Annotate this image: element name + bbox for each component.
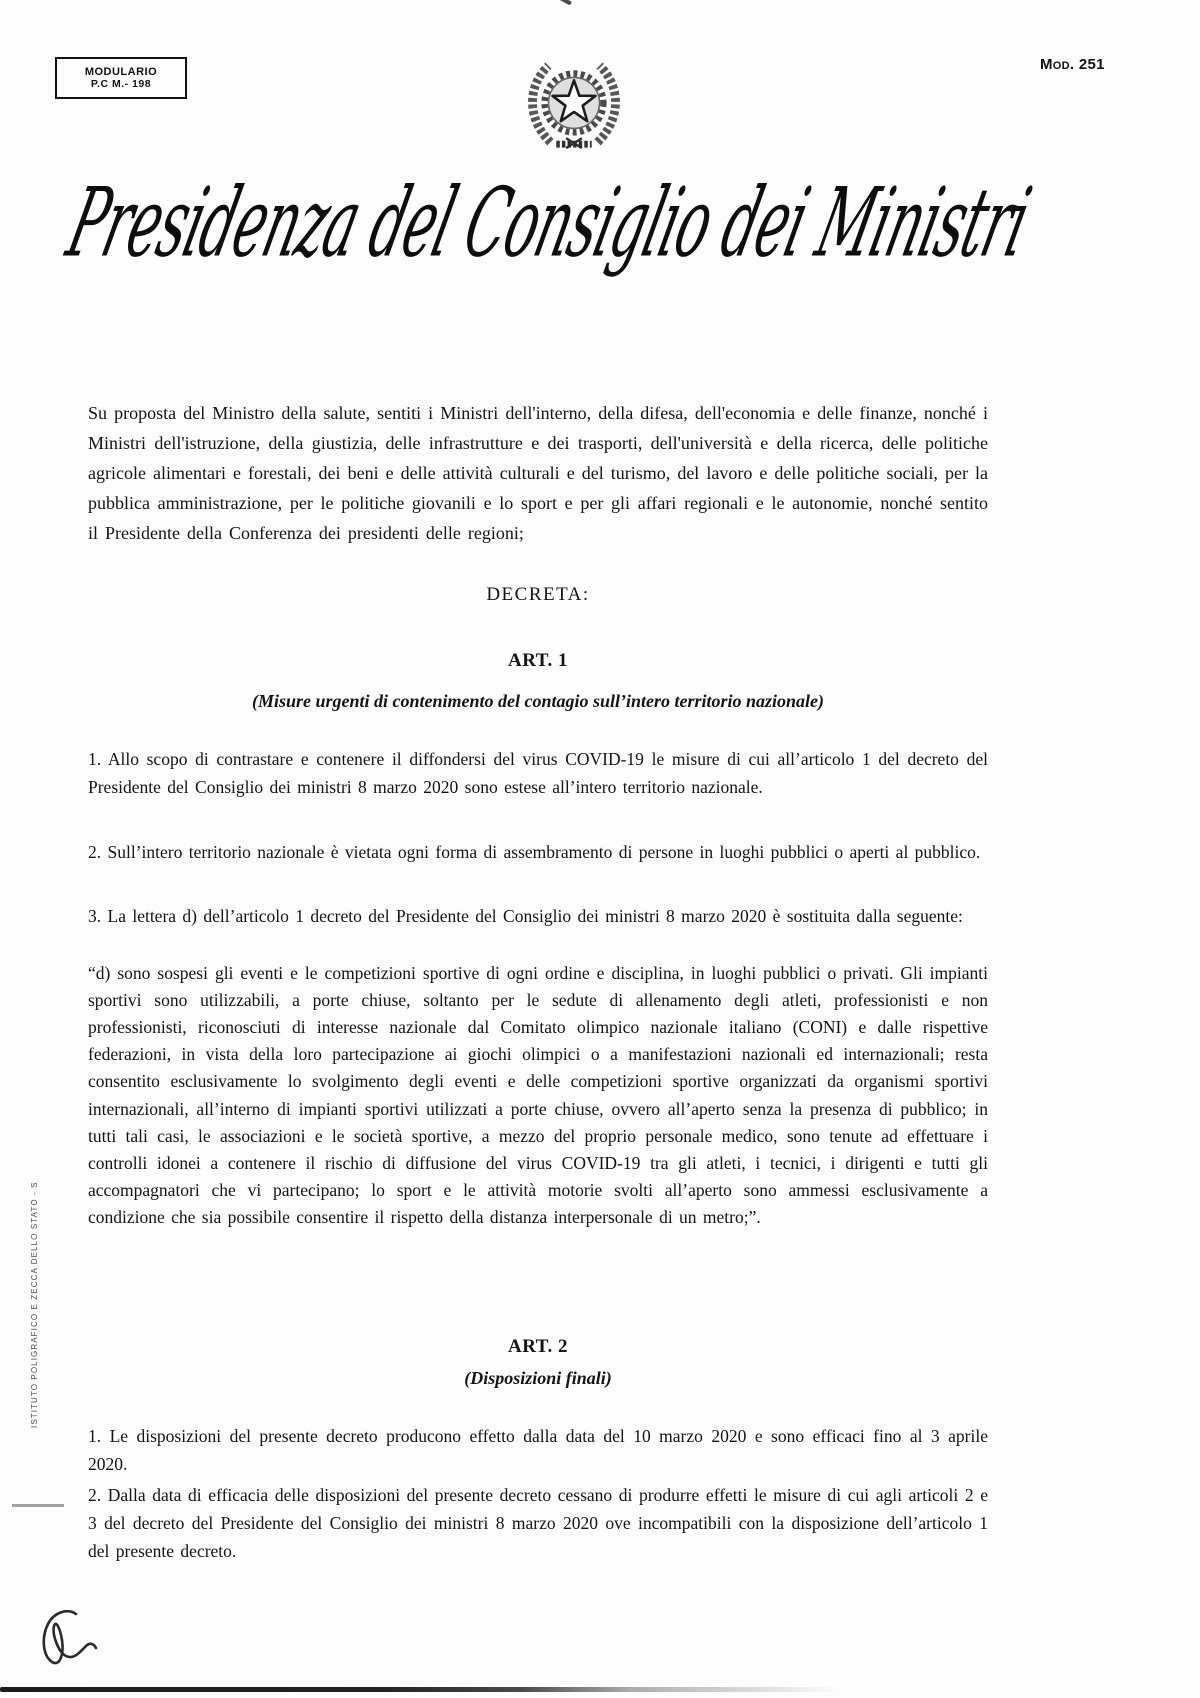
art1-title: ART. 1: [507, 650, 569, 671]
signature-squiggle: [30, 1606, 120, 1676]
margin-dash-mark: [12, 1504, 64, 1507]
art2-subtitle: (Disposizioni finali): [464, 1368, 612, 1388]
italy-republic-emblem-icon: [520, 46, 628, 152]
scan-artifact-top: [556, 0, 572, 6]
letterhead-text: Presidenza del Consiglio dei Ministri: [57, 169, 1039, 279]
art1-item-2: 2. Sull’intero territorio nazionale è vietata ogni forma di assembramento di persone in luoghi pubblici o aperti al pubblico.: [88, 841, 981, 862]
modulario-line1: MODULARIO: [84, 66, 158, 78]
printer-imprint-vertical: ISTITUTO POLIGRAFICO E ZECCA DELLO STATO - S: [30, 1181, 39, 1428]
modulario-line2: P.C M.- 198: [90, 78, 152, 90]
art2-title: ART. 2: [507, 1336, 569, 1357]
modulario-stamp-box: [55, 57, 187, 99]
decreta-heading: DECRETA:: [486, 584, 590, 605]
letterhead-script: [57, 169, 1039, 346]
scan-artifact-bottom-edge: [0, 1687, 840, 1692]
art1-item-3-letter-d: “d) sono sospesi gli eventi e le competizioni sportive di ogni ordine e disciplina, in luoghi pubblici o privati. Gli impianti sportivi sono utilizzabili, a porte chiuse, soltanto per le sedute di allenamento degli atleti, professionisti e non professionisti, riconosciuti di interesse nazionale dal Comitato olimpico nazionale italiano (CONI) e dalle rispettive federazioni, in vista della loro partecipazione ai giochi olimpici o a manifestazioni nazionali ed internazionali; resta consentito esclusivamente lo svolgimento degli eventi e delle competizioni sportive organizzati da organismi sportivi internazionali, all’interno di impianti sportivi utilizzati a porte chiuse, ovvero all’aperto senza la presenza di pubblico; in tutti tali casi, le associazioni e le società sportive, a mezzo del proprio personale medico, sono tenute ad effettuare i controlli idonei a contenere il rischio di diffusione del virus COVID-19 tra gli atleti, i tecnici, i dirigenti e tutti gli accompagnatori che vi partecipano; lo sport e le attività motorie svolti all’aperto sono ammessi esclusivamente a condizione che sia possibile consentire il rispetto della distanza interpersonale di un metro;”.: [88, 962, 988, 1228]
art2-item-2: 2. Dalla data di efficacia delle disposizioni del presente decreto cessano di produrre effetti le misure di cui agli articoli 2 e 3 del decreto del Presidente del Consiglio dei ministri 8 marzo 2020 ove incompatibili con la disposizione dell’articolo 1 del presente decreto.: [88, 1484, 988, 1561]
premise-paragraph: Su proposta del Ministro della salute, sentiti i Ministri dell'interno, della difesa, dell'economia e delle finanze, nonché i Ministri dell'istruzione, della giustizia, delle infrastrutture e dei trasporti, dell'università e della ricerca, delle politiche agricole alimentari e forestali, dei beni e delle attività culturali e del turismo, del lavoro e delle politiche sociali, per la pubblica amministrazione, per le politiche giovanili e lo sport e per gli affari regionali e le autonomie, nonché sentito il Presidente della Conferenza dei presidenti delle regioni;: [88, 403, 988, 543]
art2-item-1: 1. Le disposizioni del presente decreto producono effetto dalla data del 10 marzo 2020 e sono efficaci fino al 3 aprile 2020.: [88, 1425, 988, 1474]
art1-item-1: 1. Allo scopo di contrastare e contenere il diffondersi del virus COVID-19 le misure di cui all’articolo 1 del decreto del Presidente del Consiglio dei ministri 8 marzo 2020 sono estese all’intero territorio nazionale.: [88, 748, 988, 797]
mod-reference: Mod. 251: [1040, 56, 1105, 73]
art1-item-3: 3. La lettera d) dell’articolo 1 decreto del Presidente del Consiglio dei ministri 8 marzo 2020 è sostituita dalla seguente:: [88, 905, 963, 926]
art1-subtitle: (Misure urgenti di contenimento del contagio sull’intero territorio nazionale): [251, 691, 825, 711]
